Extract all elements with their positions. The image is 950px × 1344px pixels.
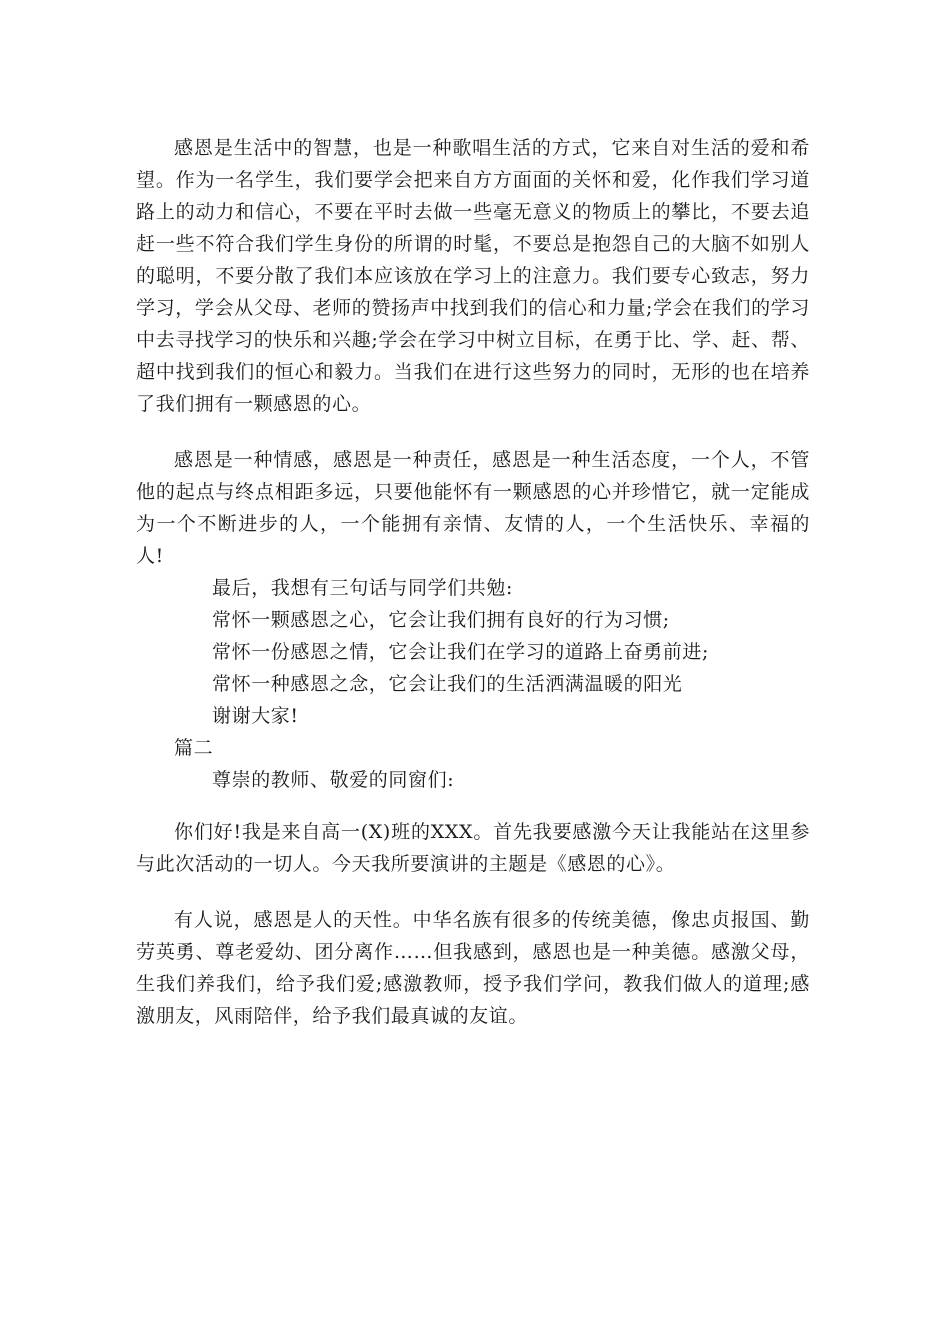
paragraph-gratitude-wisdom: 感恩是生活中的智慧，也是一种歌唱生活的方式，它来自对生活的爱和希望。作为一名学生，我们要学会把来自方方面面的关怀和爱，化作我们学习道路上的动力和信心，不要在平时去做一些毫无意义的物质上的攀比，不要去追赶一些不符合我们学生身份的所谓的时髦，不要总是抱怨自己的大脑不如别人的聪明，不要分散了我们本应该放在学习上的注意力。我们要专心致志，努力学习，学会从父母、老师的赞扬声中找到我们的信心和力量;学会在我们的学习中去寻找学习的快乐和兴趣;学会在学习中树立目标，在勇于比、学、赶、帮、超中找到我们的恒心和毅力。当我们在进行这些努力的同时，无形的也在培养了我们拥有一颗感恩的心。: [136, 137, 810, 415]
thanks-line: 谢谢大家!: [212, 705, 299, 727]
motto-line-2: 常怀一份感恩之情，它会让我们在学习的道路上奋勇前进;: [212, 641, 710, 663]
greeting-line: 尊崇的教师、敬爱的同窗们:: [212, 769, 455, 791]
document-body: [136, 132, 810, 1032]
motto-line-3: 常怀一种感恩之念，它会让我们的生活洒满温暖的阳光: [212, 673, 683, 695]
intro-paragraph: 你们好!我是来自高一(X)班的XXX。首先我要感激今天让我能站在这里参与此次活动的一切人。今天我所要演讲的主题是《感恩的心》。: [136, 821, 810, 875]
paragraph-gratitude-emotion: 感恩是一种情感，感恩是一种责任，感恩是一种生活态度，一个人，不管他的起点与终点相距多远，只要他能怀有一颗感恩的心并珍惜它，就一定能成为一个不断进步的人，一个能拥有亲情、友情的人，一个生活快乐、幸福的人!: [136, 449, 810, 567]
closing-intro: 最后，我想有三句话与同学们共勉:: [212, 577, 514, 599]
body-paragraph: 有人说，感恩是人的天性。中华名族有很多的传统美德，像忠贞报国、勤劳英勇、尊老爱幼、团分离作……但我感到，感恩也是一种美德。感激父母，生我们养我们，给予我们爱;感激教师，授予我们学问，教我们做人的道理;感激朋友，风雨陪伴，给予我们最真诚的友谊。: [136, 909, 810, 1027]
motto-line-1: 常怀一颗感恩之心，它会让我们拥有良好的行为习惯;: [212, 609, 670, 631]
section-title: 篇二: [174, 737, 214, 759]
